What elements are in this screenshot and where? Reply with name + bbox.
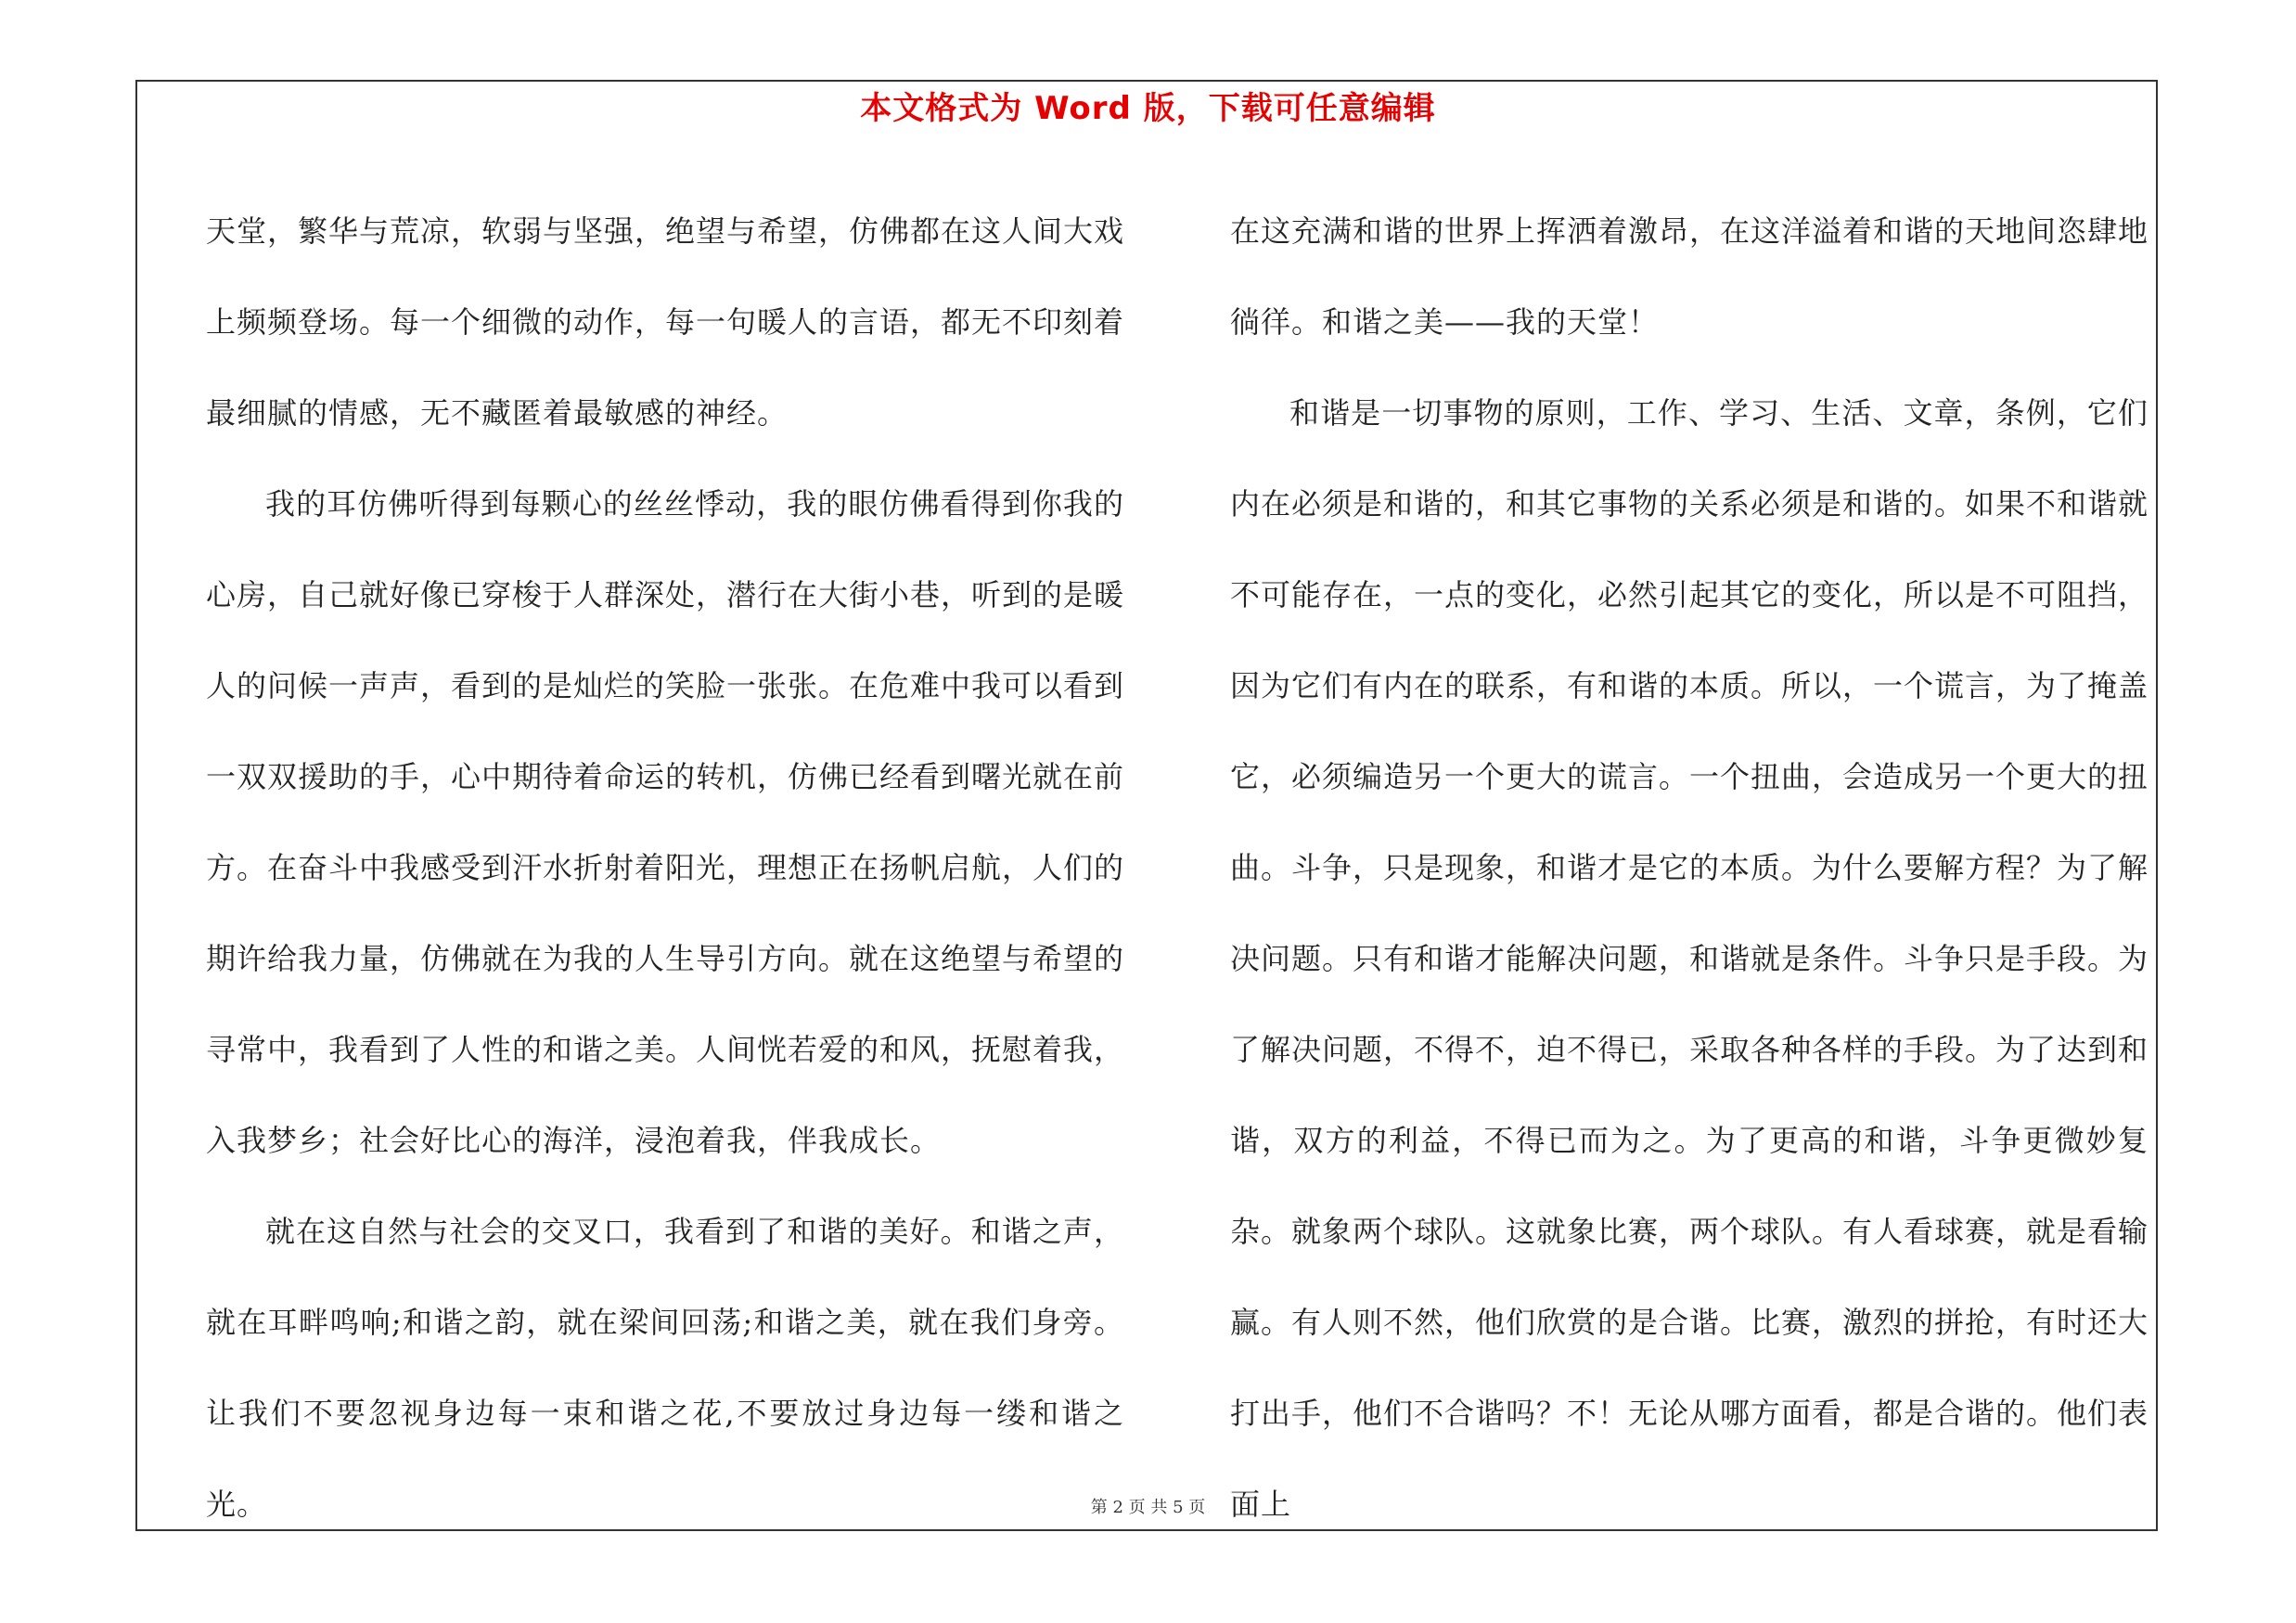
right-paragraph-1: 在这充满和谐的世界上挥洒着激昂，在这洋溢着和谐的天地间恣肆地徜徉。和谐之美——我的天堂！ [1230, 213, 2149, 340]
left-text-column [206, 186, 1124, 1550]
left-paragraph-1: 天堂，繁华与荒凉，软弱与坚强，绝望与希望，仿佛都在这人间大戏上频频登场。每一个细微的动作，每一句暖人的言语，都无不印刻着最细腻的情感，无不藏匿着最敏感的神经。 [206, 213, 1125, 431]
right-text-column [1230, 186, 2148, 1550]
left-paragraph-2: 我的耳仿佛听得到每颗心的丝丝悸动，我的眼仿佛看得到你我的心房，自己就好像已穿梭于人群深处，潜行在大街小巷，听到的是暖人的问候一声声，看到的是灿烂的笑脸一张张。在危难中我可以看到一双双援助的手，心中期待着命运的转机，仿佛已经看到曙光就在前方。在奋斗中我感受到汗水折射着阳光，理想正在扬帆启航，人们的期许给我力量，仿佛就在为我的人生导引方向。就在这绝望与希望的寻常中，我看到了人性的和谐之美。人间恍若爱的和风，抚慰着我，入我梦乡；社会好比心的海洋，浸泡着我，伴我成长。 [206, 486, 1125, 1158]
right-paragraph-2: 和谐是一切事物的原则，工作、学习、生活、文章，条例，它们内在必须是和谐的，和其它事物的关系必须是和谐的。如果不和谐就不可能存在，一点的变化，必然引起其它的变化，所以是不可阻挡，因为它们有内在的联系，有和谐的本质。所以，一个谎言，为了掩盖它，必须编造另一个更大的谎言。一个扭曲，会造成另一个更大的扭曲。斗争，只是现象，和谐才是它的本质。为什么要解方程？为了解决问题。只有和谐才能解决问题，和谐就是条件。斗争只是手段。为了解决问题，不得不，迫不得已，采取各种各样的手段。为了达到和谐，双方的利益，不得已而为之。为了更高的和谐，斗争更微妙复杂。就象两个球队。这就象比赛，两个球队。有人看球赛，就是看输赢。有人则不然，他们欣赏的是合谐。比赛，激烈的拼抢，有时还大打出手，他们不合谐吗？不！无论从哪方面看，都是合谐的。他们表面上 [1230, 395, 2149, 1522]
word-format-note: 本文格式为 Word 版，下载可任意编辑 [860, 90, 1436, 127]
page-number: 第 2 页 共 5 页 [1090, 1498, 1206, 1517]
left-paragraph-3: 就在这自然与社会的交叉口，我看到了和谐的美好。和谐之声，就在耳畔鸣响;和谐之韵，就在梁间回荡;和谐之美，就在我们身旁。让我们不要忽视身边每一束和谐之花,不要放过身边每一缕和谐之光。 [206, 1214, 1124, 1522]
